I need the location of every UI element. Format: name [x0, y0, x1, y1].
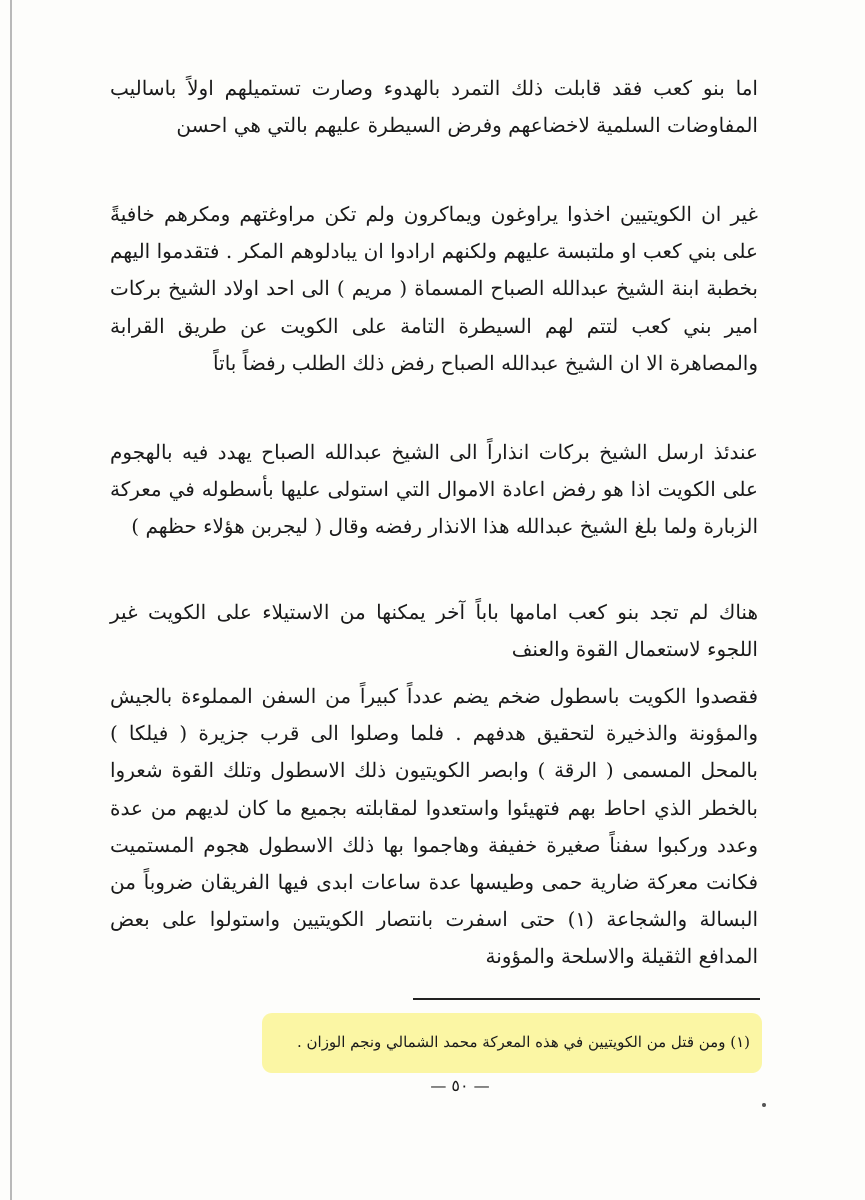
footnote-highlighted [262, 1013, 762, 1073]
scan-speck [762, 1103, 766, 1107]
paragraph-4: هناك لم تجد بنو كعب امامها باباً آخر يمكنها من الاستيلاء على الكويت غير اللجوء لاستعمال القوة والعنف [110, 600, 758, 662]
paragraph-1: اما بنو كعب فقد قابلت ذلك التمرد بالهدوء وصارت تستميلهم اولاً باساليب المفاوضات السلمية لاخضاعهم وفرض السيطرة عليهم بالتي هي احسن [110, 76, 758, 138]
page-edge-line [10, 0, 12, 1200]
page-number: — ٥٠ — [430, 1076, 490, 1095]
footnote-separator [413, 998, 760, 1000]
paragraph-5: فقصدوا الكويت باسطول ضخم يضم عدداً كبيراً من السفن المملوءة بالجيش والمؤونة والذخيرة لتحقيق هدفهم . فلما وصلوا الى قرب جزيرة ( فيلكا ) بالمحل المسمى ( الرقة ) وابصر الكويتيون ذلك الاسطول وتلك القوة شعروا بالخطر الذي احاط بهم فتهيئوا واستعدوا لمقابلته بجميع ما كان لديهم من عدة وعدد وركبوا سفناً صغيرة خفيفة وهاجموا بها ذلك الاسطول هجوم المستميت فكانت معركة ضارية حمى وطيسها عدة ساعات ابدى فيها الفريقان ضروباً من البسالة والشجاعة (١) حتى اسفرت بانتصار الكويتيين واستولوا على بعض المدافع الثقيلة والاسلحة والمؤونة [110, 684, 758, 969]
footnote-text: (١) ومن قتل من الكويتيين في هذه المعركة محمد الشمالي ونجم الوزان . [296, 1033, 750, 1052]
paragraph-3: عندئذ ارسل الشيخ بركات انذاراً الى الشيخ عبدالله الصباح يهدد فيه بالهجوم على الكويت اذا هو رفض اعادة الاموال التي استولى عليها بأسطوله في معركة الزبارة ولما بلغ الشيخ عبدالله هذا الانذار رفضه وقال ( ليجربن هؤلاء حظهم ) [110, 440, 758, 539]
paragraph-2: غير ان الكويتيين اخذوا يراوغون ويماكرون ولم تكن مراوغتهم ومكرهم خافيةً على بني كعب او ملتبسة عليهم ولكنهم ارادوا ان يبادلوهم المكر . فتقدموا اليهم بخطبة ابنة الشيخ عبدالله الصباح المسماة ( مريم ) الى احد اولاد الشيخ بركات امير بني كعب لتتم لهم السيطرة التامة على الكويت عن طريق القرابة والمصاهرة الا ان الشيخ عبدالله الصباح رفض ذلك الطلب رفضاً باتاً [110, 202, 758, 375]
